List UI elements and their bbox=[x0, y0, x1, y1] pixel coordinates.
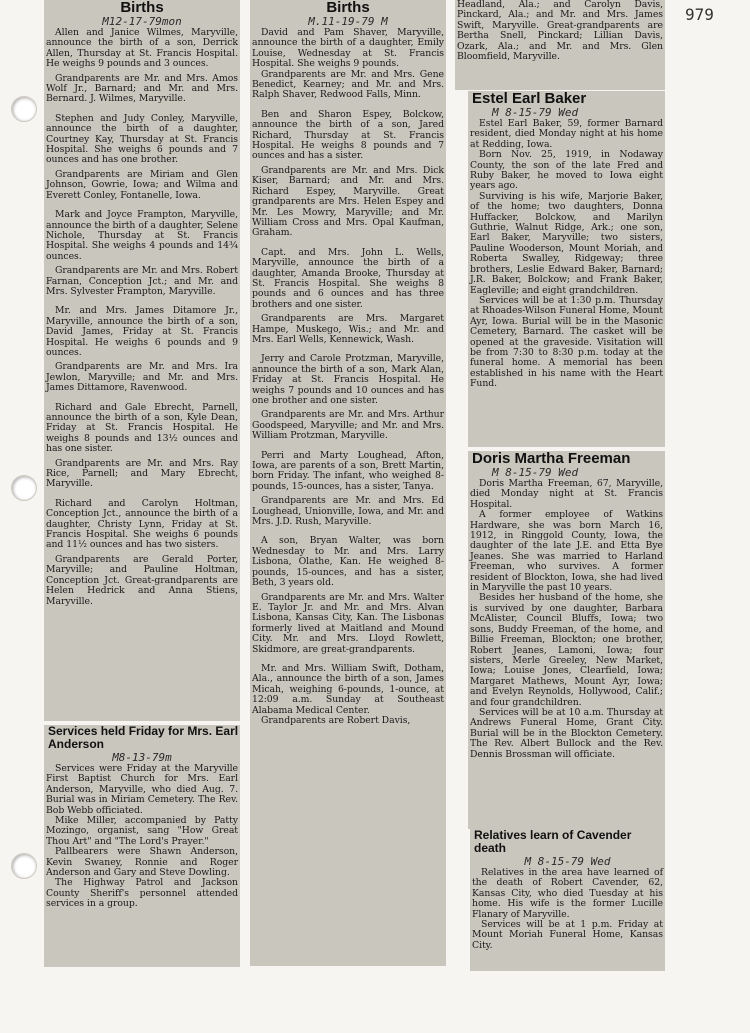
article-paragraph: Mr. and Mrs. William Swift, Dotham, Ala., announce the birth of a son, James Micah, weighing 6-pounds, 1-ounce, at 12:09 a.m. Sunday at Southeast Alabama Medical Center. bbox=[252, 662, 444, 716]
freeman-obituary-clipping bbox=[468, 451, 665, 829]
article-paragraph: Mike Miller, accompanied by Patty Mozingo, organist, sang "How Great Thou Art" and "The Lord's Prayer." bbox=[46, 815, 238, 847]
article-paragraph: Pallbearers were Shawn Anderson, Kevin Swaney, Ronnie and Roger Anderson and Gary and Steve Dowling. bbox=[46, 846, 238, 879]
article-paragraph: Grandparents are Mr. and Mrs. Gene Benedict, Kearney; and Mr. and Mrs. Ralph Shaver, Redwood Falls, Minn. bbox=[252, 68, 444, 101]
article-paragraph: The Highway Patrol and Jackson County Sheriff's personnel attended services in a group. bbox=[46, 877, 238, 910]
cavender-death-heading: Relatives learn of Cavender death bbox=[474, 829, 632, 855]
baker-obituary-clipping bbox=[468, 91, 665, 447]
article-paragraph: Stephen and Judy Conley, Maryville, announce the birth of a daughter, Courtney Kay, Thursday at St. Francis Hospital. She weighs 6 pounds and 7 ounces and has one brother. bbox=[46, 112, 238, 166]
article-paragraph: Grandparents are Mr. and Mrs. Arthur Goodspeed, Maryville; and Mr. and Mrs. William Protzman, Maryville. bbox=[252, 409, 444, 442]
article-paragraph: Headland, Ala.; and Carolyn Davis, Pinckard, Ala.; and Mr. and Mrs. James Swift, Maryville. Great-grandparents are Bertha Snell, Pinckard; Lillian Davis, Ozark, Ala.; and Mr. and Mrs. Glen Bloomfield, Maryville. bbox=[457, 0, 663, 63]
cavender-death-clipping bbox=[470, 829, 665, 971]
article-paragraph: Grandparents are Robert Davis, bbox=[261, 714, 411, 726]
handwritten-date-note: M12-17-79mon bbox=[102, 15, 182, 28]
page-number: 979 bbox=[685, 5, 714, 24]
article-paragraph: Grandparents are Mr. and Mrs. Ed Loughead, Unionville, Iowa, and Mr. and Mrs. J.D. Rush, Maryville. bbox=[252, 495, 444, 528]
article-paragraph: Grandparents are Mrs. Margaret Hampe, Muskego, Wis.; and Mr. and Mrs. Earl Wells, Kennewick, Wash. bbox=[252, 313, 444, 345]
article-paragraph: Estel Earl Baker, 59, former Barnard resident, died Monday night at his home at Redding, Iowa. bbox=[470, 118, 663, 150]
article-paragraph: Grandparents are Mr. and Mrs. Robert Farnan, Conception Jct.; and Mr. and Mrs. Sylvester Frampton, Maryville. bbox=[46, 265, 238, 297]
article-paragraph: A son, Bryan Walter, was born Wednesday to Mr. and Mrs. Larry Lisbona, Olathe, Kan. He weighed 8-pounds, 15-ounces, and has a sister, Beth, 3 years old. bbox=[252, 535, 444, 589]
article-paragraph: Richard and Carolyn Holtman, Conception Jct., announce the birth of a daughter, Christy Lynn, Friday at St. Francis Hospital. She weighs 6 pounds and 11½ ounces and has two sisters. bbox=[46, 497, 238, 551]
article-paragraph: Ben and Sharon Espey, Bolckow, announce the birth of a son, Jared Richard, Thursday at St. Francis Hospital. He weighs 8 pounds and 7 ounces and has a sister. bbox=[252, 108, 444, 162]
handwritten-date-note: M 8-15-79 Wed bbox=[492, 466, 579, 479]
article-paragraph: Perri and Marty Loughead, Afton, Iowa, are parents of a son, Brett Martin, born Friday. The infant, who weighed 8-pounds, 15-ounces, has a sister, Tanya. bbox=[252, 449, 444, 492]
article-paragraph: Doris Martha Freeman, 67, Maryville, died Monday night at St. Francis Hospital. bbox=[470, 478, 663, 510]
article-paragraph: Grandparents are Mr. and Mrs. Dick Kiser, Barnard; and Mr. and Mrs. Richard Espey, Maryville. Great grandparents are Mrs. Helen Espey and Mr. Les Mowry, Maryville; and Mr. William Cross and Mrs. Opal Kaufman, Graham. bbox=[252, 164, 444, 239]
births-clipping-middle bbox=[250, 0, 446, 966]
handwritten-date-note: M8-13-79m bbox=[112, 751, 172, 764]
freeman-obituary-heading: Doris Martha Freeman bbox=[472, 451, 631, 467]
article-paragraph: Grandparents are Mr. and Mrs. Walter E. Taylor Jr. and Mr. and Mrs. Alvan Lisbona, Kansas City, Kan. The Lisbonas formerly lived at Maitland and Mound City. Mr. and Mrs. Lloyd Rowlett, Skidmore, are great-grandparents. bbox=[252, 591, 444, 655]
births-heading: Births bbox=[120, 0, 164, 16]
article-paragraph: Grandparents are Gerald Porter, Maryville; and Pauline Holtman, Conception Jct. Great-grandparents are Helen Hedrick and Anna Stiens, Maryville. bbox=[46, 553, 238, 607]
births-clipping-left bbox=[44, 0, 240, 721]
article-paragraph: Surviving is his wife, Marjorie Baker, of the home; two daughters, Donna Huffacker, Bolckow, and Marilyn Guthrie, Walnut Ridge, Ark.; one son, Earl Baker, Maryville; two sisters, Pauline Wooderson, Mount Moriah, and Roberta Swalley, Ridgeway; three brothers, Leslie Edward Baker, Barnard; J.R. Baker, Bolckow; and Frank Baker, Eagleville; and eight grandchildren. bbox=[470, 190, 663, 296]
article-paragraph: Services were Friday at the Maryville First Baptist Church for Mrs. Earl Anderson, Maryville, who died Aug. 7. Burial was in Miriam Cemetery. The Rev. Bob Webb officiated. bbox=[46, 763, 238, 816]
binder-hole-middle bbox=[11, 475, 37, 501]
article-paragraph: A former employee of Watkins Hardware, she was born March 16, 1912, in Ringgold County, Iowa, the daughter of the late J.E. and Etta Bye Jeanes. She was married to Harland Freeman, who survives. A former resident of Blockton, Iowa, she had lived in Maryville the past 10 years. bbox=[470, 509, 663, 594]
article-paragraph: Capt. and Mrs. John L. Wells, Maryville, announce the birth of a daughter, Amanda Brooke, Thursday at St. Francis Hospital. She weighs 8 pounds and 6 ounces and has three brothers and one sister. bbox=[252, 246, 444, 310]
article-paragraph: David and Pam Shaver, Maryville, announce the birth of a daughter, Emily Louise, Wednesday at St. Francis Hospital. She weighs 9 pounds. bbox=[252, 27, 444, 70]
births-continuation-clipping bbox=[455, 0, 665, 90]
article-paragraph: Grandparents are Mr. and Mrs. Ira Jewlon, Maryville; and Mr. and Mrs. James Dittamore, Ravenwood. bbox=[46, 361, 238, 394]
article-paragraph: Services will be at 1:30 p.m. Thursday at Rhoades-Wilson Funeral Home, Mount Ayr, Iowa. Burial will be in the Masonic Cemetery, Barnard. The casket will be opened at the graveside. Visitation will be from 7:30 to 8:30 p.m. today at the funeral home. A memorial has been established in his name with the Heart Fund. bbox=[470, 294, 663, 390]
article-paragraph: Besides her husband of the home, she is survived by one daughter, Barbara McAlister, Council Bluffs, Iowa; two sons, Buddy Freeman, of the home, and Billie Freeman, Blockton; one brother, Robert Jeanes, Lamoni, Iowa; four sisters, Merle Greeley, New Market, Iowa; Louise Jones, Clearfield, Iowa; Margaret Mathews, Mount Ayr, Iowa; and Evelyn Reynolds, Hollywood, Calif.; and four grandchildren. bbox=[470, 592, 663, 708]
article-paragraph: Grandparents are Mr. and Mrs. Amos Wolf Jr., Barnard; and Mr. and Mrs. Bernard. J. Wilmes, Maryville. bbox=[46, 72, 238, 105]
handwritten-date-note: M 8-15-79 Wed bbox=[524, 855, 611, 868]
anderson-services-clipping bbox=[44, 725, 240, 967]
article-paragraph: Allen and Janice Wilmes, Maryville, announce the birth of a son, Derrick Allen, Thursday at St. Francis Hospital. He weighs 9 pounds and 3 ounces. bbox=[46, 27, 238, 70]
article-paragraph: Richard and Gale Ebrecht, Parnell, announce the birth of a son, Kyle Dean, Friday at St. Francis Hospital. He weighs 8 pounds and 13½ ounces and has one sister. bbox=[46, 401, 238, 455]
article-paragraph: Services will be at 1 p.m. Friday at Mount Moriah Funeral Home, Kansas City. bbox=[472, 919, 663, 951]
article-paragraph: Grandparents are Miriam and Glen Johnson, Gowrie, Iowa; and Wilma and Everett Conley, Fontanelle, Iowa. bbox=[46, 168, 238, 201]
handwritten-date-note: M.11-19-79 M bbox=[308, 15, 388, 28]
anderson-services-heading: Services held Friday for Mrs. Earl Anderson bbox=[48, 725, 239, 751]
article-paragraph: Mr. and Mrs. James Ditamore Jr., Maryville, announce the birth of a son, David James, Friday at St. Francis Hospital. He weighs 6 pounds and 9 ounces. bbox=[46, 305, 238, 358]
article-paragraph: Mark and Joyce Frampton, Maryville, announce the birth of a daughter, Selene Nichole, Thursday at St. Francis Hospital. She weighs 4 pounds and 14¾ ounces. bbox=[46, 209, 238, 262]
handwritten-date-note: M 8-15-79 Wed bbox=[492, 106, 579, 119]
baker-obituary-heading: Estel Earl Baker bbox=[472, 91, 587, 107]
article-paragraph: Jerry and Carole Protzman, Maryville, announce the birth of a son, Mark Alan, Friday at St. Francis Hospital. He weighs 7 pounds and 10 ounces and has one brother and one sister. bbox=[252, 353, 444, 406]
binder-hole-top bbox=[11, 96, 37, 122]
binder-hole-bottom bbox=[11, 853, 37, 879]
article-paragraph: Services will be at 10 a.m. Thursday at Andrews Funeral Home, Grant City. Burial will be in the Blockton Cemetery. The Rev. Albert Bullock and the Rev. Dennis Brossman will officiate. bbox=[470, 706, 663, 760]
article-paragraph: Relatives in the area have learned of the death of Robert Cavender, 62, Kansas City, who died Tuesday at his home. His wife is the former Lucille Flanary of Maryville. bbox=[472, 867, 663, 920]
article-paragraph: Born Nov. 25, 1919, in Nodaway County, the son of the late Fred and Ruby Baker, he moved to Iowa eight years ago. bbox=[470, 149, 663, 192]
article-paragraph: Grandparents are Mr. and Mrs. Ray Rice, Parnell; and Mary Ebrecht, Maryville. bbox=[46, 457, 238, 490]
births-heading: Births bbox=[326, 0, 370, 16]
